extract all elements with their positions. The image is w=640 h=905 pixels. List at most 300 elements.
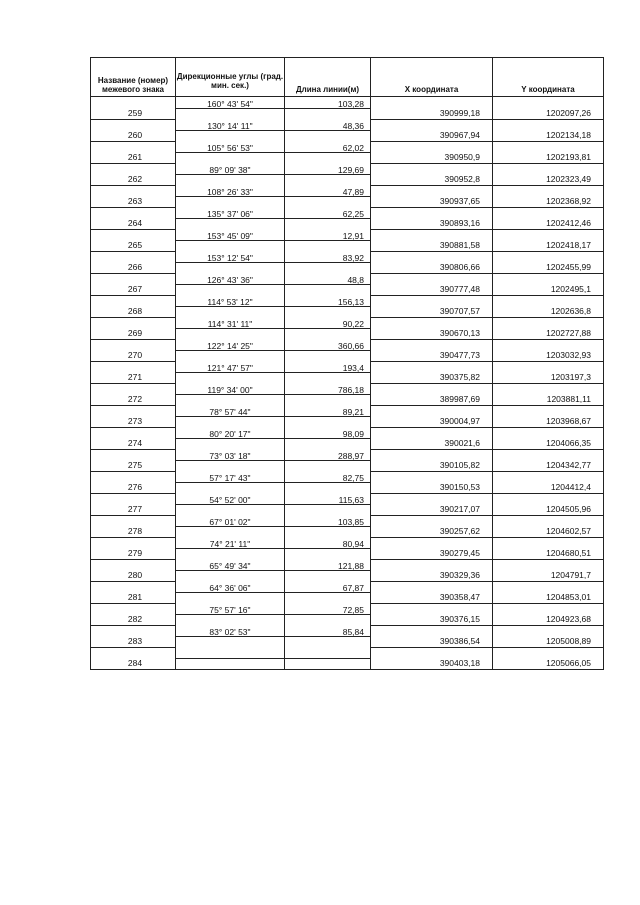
angle-cell	[176, 163, 285, 185]
y-coordinate-cell	[493, 317, 604, 339]
row-divider	[91, 163, 175, 164]
point-name-cell	[91, 383, 176, 405]
x-coordinate-value: 390967,94	[439, 130, 480, 140]
x-coordinate-value: 390150,53	[439, 482, 480, 492]
length-value: 103,85	[338, 517, 364, 527]
x-coordinate-value: 390670,13	[439, 328, 480, 338]
row-divider	[493, 603, 603, 604]
x-coordinate-value: 390777,48	[439, 284, 480, 294]
y-coordinate-value: 1204923,68	[546, 614, 591, 624]
header-row	[91, 58, 604, 97]
point-name-value: 265	[127, 240, 143, 250]
row-divider	[371, 251, 492, 252]
x-coordinate-value: 390950,9	[444, 152, 480, 162]
point-name-value: 283	[127, 636, 143, 646]
angle-value: 83° 02' 53"	[209, 627, 251, 637]
row-divider	[91, 339, 175, 340]
x-coordinate-cell	[371, 251, 493, 273]
point-name-value: 271	[127, 372, 143, 382]
row-divider	[493, 625, 603, 626]
length-cell	[285, 339, 371, 361]
point-name-value: 275	[127, 460, 143, 470]
table-body	[91, 97, 604, 670]
length-value: 48,8	[347, 275, 364, 285]
length-cell	[285, 295, 371, 317]
x-coordinate-cell	[371, 383, 493, 405]
angle-cell	[176, 97, 285, 120]
x-coordinate-value: 390403,18	[439, 658, 480, 668]
angle-cell	[176, 625, 285, 647]
point-name-value: 262	[127, 174, 143, 184]
row-divider	[91, 603, 175, 604]
length-cell	[285, 383, 371, 405]
length-cell	[285, 207, 371, 229]
row-divider	[371, 493, 492, 494]
y-coordinate-value: 1202495,1	[550, 284, 591, 294]
y-coordinate-value: 1204342,77	[546, 460, 591, 470]
point-name-cell	[91, 493, 176, 515]
header-point-name: Название (номер) межевого знака	[91, 58, 176, 97]
point-name-value: 282	[127, 614, 143, 624]
row-divider	[91, 229, 175, 230]
y-coordinate-cell	[493, 251, 604, 273]
x-coordinate-cell	[371, 207, 493, 229]
y-coordinate-cell	[493, 163, 604, 185]
x-coordinate-cell	[371, 405, 493, 427]
point-name-cell	[91, 273, 176, 295]
row-divider	[91, 273, 175, 274]
x-coordinate-cell	[371, 647, 493, 670]
x-coordinate-cell	[371, 119, 493, 141]
y-coordinate-value: 1204791,7	[550, 570, 591, 580]
x-coordinate-cell	[371, 185, 493, 207]
row-divider	[493, 515, 603, 516]
point-name-value: 281	[127, 592, 143, 602]
y-coordinate-cell	[493, 119, 604, 141]
angle-cell	[176, 119, 285, 141]
length-cell	[285, 581, 371, 603]
length-value: 786,18	[338, 385, 364, 395]
length-cell	[285, 515, 371, 537]
y-coordinate-value: 1203968,67	[546, 416, 591, 426]
row-divider	[493, 449, 603, 450]
point-name-value: 273	[127, 416, 143, 426]
table-row	[91, 295, 604, 317]
y-coordinate-value: 1202418,17	[546, 240, 591, 250]
row-divider	[91, 295, 175, 296]
table-row	[91, 625, 604, 647]
row-divider	[493, 273, 603, 274]
row-divider	[91, 537, 175, 538]
y-coordinate-value: 1204602,57	[546, 526, 591, 536]
angle-cell	[176, 449, 285, 471]
row-divider	[91, 185, 175, 186]
point-name-cell	[91, 295, 176, 317]
point-name-cell	[91, 427, 176, 449]
row-divider	[91, 141, 175, 142]
y-coordinate-cell	[493, 361, 604, 383]
length-cell	[285, 493, 371, 515]
row-divider	[493, 317, 603, 318]
length-cell	[285, 647, 371, 670]
length-cell	[285, 449, 371, 471]
length-value: 193,4	[342, 363, 364, 373]
y-coordinate-value: 1202097,26	[546, 108, 591, 118]
row-divider	[91, 383, 175, 384]
x-coordinate-cell	[371, 581, 493, 603]
row-divider	[371, 427, 492, 428]
table-row	[91, 185, 604, 207]
x-coordinate-cell	[371, 273, 493, 295]
angle-value: 74° 21' 11"	[209, 539, 251, 549]
point-name-cell	[91, 471, 176, 493]
length-value: 90,22	[342, 319, 364, 329]
length-value: 360,66	[338, 341, 364, 351]
point-name-cell	[91, 207, 176, 229]
x-coordinate-value: 390707,57	[439, 306, 480, 316]
row-divider	[371, 647, 492, 648]
row-divider	[493, 229, 603, 230]
x-coordinate-cell	[371, 625, 493, 647]
point-name-cell	[91, 185, 176, 207]
point-name-cell	[91, 581, 176, 603]
row-divider	[176, 658, 284, 659]
x-coordinate-value: 390952,8	[444, 174, 480, 184]
x-coordinate-value: 390004,97	[439, 416, 480, 426]
angle-cell	[176, 251, 285, 273]
angle-value: 114° 31' 11"	[207, 319, 253, 329]
x-coordinate-cell	[371, 141, 493, 163]
x-coordinate-value: 390806,66	[439, 262, 480, 272]
y-coordinate-cell	[493, 603, 604, 625]
x-coordinate-value: 390376,15	[439, 614, 480, 624]
x-coordinate-cell	[371, 449, 493, 471]
table-row	[91, 647, 604, 670]
length-value: 47,89	[342, 187, 364, 197]
point-name-cell	[91, 163, 176, 185]
row-divider	[493, 581, 603, 582]
coordinates-document	[90, 57, 603, 670]
point-name-value: 279	[127, 548, 143, 558]
y-coordinate-value: 1205008,89	[546, 636, 591, 646]
table-row	[91, 163, 604, 185]
x-coordinate-value: 389987,69	[439, 394, 480, 404]
row-divider	[91, 427, 175, 428]
row-divider	[493, 295, 603, 296]
y-coordinate-cell	[493, 493, 604, 515]
x-coordinate-value: 390329,36	[439, 570, 480, 580]
length-cell	[285, 119, 371, 141]
row-divider	[371, 449, 492, 450]
x-coordinate-cell	[371, 163, 493, 185]
row-divider	[371, 361, 492, 362]
angle-value: 119° 34' 00"	[207, 385, 253, 395]
point-name-value: 268	[127, 306, 143, 316]
point-name-cell	[91, 251, 176, 273]
point-name-cell	[91, 537, 176, 559]
y-coordinate-cell	[493, 449, 604, 471]
angle-cell	[176, 647, 285, 670]
length-value: 98,09	[342, 429, 364, 439]
y-coordinate-value: 1203032,93	[546, 350, 591, 360]
angle-cell	[176, 273, 285, 295]
point-name-cell	[91, 647, 176, 670]
y-coordinate-value: 1202455,99	[546, 262, 591, 272]
x-coordinate-cell	[371, 471, 493, 493]
y-coordinate-value: 1204066,35	[546, 438, 591, 448]
angle-value: 73° 03' 18"	[209, 451, 251, 461]
angle-value: 65° 49' 34"	[209, 561, 251, 571]
point-name-value: 261	[127, 152, 143, 162]
y-coordinate-value: 1202368,92	[546, 196, 591, 206]
row-divider	[493, 493, 603, 494]
y-coordinate-value: 1202412,46	[546, 218, 591, 228]
length-value: 156,13	[338, 297, 364, 307]
length-value: 85,84	[342, 627, 364, 637]
table-row	[91, 119, 604, 141]
row-divider	[371, 625, 492, 626]
y-coordinate-value: 1202193,81	[546, 152, 591, 162]
x-coordinate-cell	[371, 559, 493, 581]
point-name-cell	[91, 625, 176, 647]
length-cell	[285, 229, 371, 251]
angle-cell	[176, 361, 285, 383]
table-row	[91, 251, 604, 273]
angle-value: 57° 17' 43"	[209, 473, 251, 483]
table-row	[91, 339, 604, 361]
row-divider	[371, 537, 492, 538]
point-name-cell	[91, 317, 176, 339]
point-name-cell	[91, 97, 176, 120]
row-divider	[493, 537, 603, 538]
x-coordinate-cell	[371, 537, 493, 559]
length-cell	[285, 603, 371, 625]
row-divider	[493, 427, 603, 428]
point-name-value: 274	[127, 438, 143, 448]
y-coordinate-cell	[493, 537, 604, 559]
y-coordinate-cell	[493, 581, 604, 603]
table-row	[91, 405, 604, 427]
angle-value: 108° 26' 33"	[207, 187, 253, 197]
angle-cell	[176, 493, 285, 515]
x-coordinate-value: 390021,6	[444, 438, 480, 448]
length-value: 80,94	[342, 539, 364, 549]
row-divider	[493, 361, 603, 362]
length-value: 62,02	[342, 143, 364, 153]
row-divider	[371, 141, 492, 142]
table-row	[91, 141, 604, 163]
header-line-length: Длина линии(м)	[285, 58, 371, 97]
table-row	[91, 581, 604, 603]
x-coordinate-cell	[371, 493, 493, 515]
y-coordinate-value: 1204412,4	[550, 482, 591, 492]
x-coordinate-cell	[371, 295, 493, 317]
header-directional-angle: Дирекционные углы (град. мин. сек.)	[176, 58, 285, 97]
length-cell	[285, 185, 371, 207]
length-cell	[285, 537, 371, 559]
row-divider	[493, 471, 603, 472]
angle-cell	[176, 537, 285, 559]
angle-cell	[176, 559, 285, 581]
x-coordinate-value: 390257,62	[439, 526, 480, 536]
length-value: 48,36	[342, 121, 364, 131]
angle-cell	[176, 185, 285, 207]
angle-cell	[176, 317, 285, 339]
row-divider	[371, 559, 492, 560]
length-value: 115,63	[338, 495, 364, 505]
length-value: 67,87	[342, 583, 364, 593]
table-row	[91, 537, 604, 559]
row-divider	[493, 207, 603, 208]
angle-cell	[176, 207, 285, 229]
row-divider	[91, 581, 175, 582]
point-name-value: 284	[127, 658, 143, 668]
angle-value: 121° 47' 57"	[207, 363, 253, 373]
y-coordinate-value: 1202323,49	[546, 174, 591, 184]
angle-cell	[176, 581, 285, 603]
row-divider	[371, 185, 492, 186]
y-coordinate-cell	[493, 383, 604, 405]
row-divider	[371, 119, 492, 120]
row-divider	[91, 361, 175, 362]
point-name-value: 263	[127, 196, 143, 206]
point-name-cell	[91, 515, 176, 537]
angle-value: 64° 36' 06"	[209, 583, 251, 593]
row-divider	[493, 647, 603, 648]
point-name-cell	[91, 339, 176, 361]
angle-value: 75° 57' 16"	[209, 605, 251, 615]
row-divider	[371, 581, 492, 582]
row-divider	[91, 449, 175, 450]
table-row	[91, 449, 604, 471]
table-row	[91, 383, 604, 405]
x-coordinate-value: 390105,82	[439, 460, 480, 470]
row-divider	[493, 163, 603, 164]
x-coordinate-cell	[371, 339, 493, 361]
angle-value: 105° 56' 53"	[207, 143, 253, 153]
row-divider	[371, 229, 492, 230]
row-divider	[371, 405, 492, 406]
point-name-cell	[91, 449, 176, 471]
y-coordinate-cell	[493, 295, 604, 317]
angle-value: 135° 37' 06"	[207, 209, 253, 219]
point-name-cell	[91, 405, 176, 427]
length-cell	[285, 405, 371, 427]
x-coordinate-cell	[371, 361, 493, 383]
length-value: 12,91	[342, 231, 364, 241]
angle-cell	[176, 471, 285, 493]
angle-value: 153° 45' 09"	[207, 231, 253, 241]
angle-value: 126° 43' 36"	[207, 275, 253, 285]
row-divider	[91, 493, 175, 494]
row-divider	[493, 251, 603, 252]
x-coordinate-value: 390279,45	[439, 548, 480, 558]
y-coordinate-cell	[493, 339, 604, 361]
x-coordinate-cell	[371, 603, 493, 625]
row-divider	[493, 383, 603, 384]
row-divider	[91, 515, 175, 516]
length-value: 121,88	[338, 561, 364, 571]
point-name-value: 267	[127, 284, 143, 294]
x-coordinate-value: 390881,58	[439, 240, 480, 250]
x-coordinate-cell	[371, 515, 493, 537]
length-cell	[285, 141, 371, 163]
y-coordinate-value: 1202727,88	[546, 328, 591, 338]
row-divider	[91, 625, 175, 626]
table-row	[91, 229, 604, 251]
table-row	[91, 471, 604, 493]
length-value: 129,69	[338, 165, 364, 175]
y-coordinate-cell	[493, 405, 604, 427]
y-coordinate-cell	[493, 515, 604, 537]
row-divider	[371, 515, 492, 516]
length-cell	[285, 625, 371, 647]
row-divider	[91, 471, 175, 472]
length-cell	[285, 97, 371, 120]
table-row	[91, 515, 604, 537]
y-coordinate-cell	[493, 141, 604, 163]
row-divider	[371, 295, 492, 296]
angle-value: 160° 43' 54"	[207, 99, 253, 109]
point-name-value: 276	[127, 482, 143, 492]
angle-cell	[176, 405, 285, 427]
length-value: 72,85	[342, 605, 364, 615]
row-divider	[371, 317, 492, 318]
length-cell	[285, 427, 371, 449]
angle-value: 153° 12' 54"	[207, 253, 253, 263]
y-coordinate-value: 1202636,8	[550, 306, 591, 316]
y-coordinate-cell	[493, 185, 604, 207]
angle-cell	[176, 295, 285, 317]
angle-cell	[176, 339, 285, 361]
angle-value: 78° 57' 44"	[209, 407, 251, 417]
length-value: 83,92	[342, 253, 364, 263]
row-divider	[91, 405, 175, 406]
x-coordinate-value: 390217,07	[439, 504, 480, 514]
y-coordinate-cell	[493, 559, 604, 581]
y-coordinate-cell	[493, 647, 604, 670]
x-coordinate-cell	[371, 427, 493, 449]
length-value: 82,75	[342, 473, 364, 483]
point-name-value: 259	[127, 108, 143, 118]
angle-value: 114° 53' 12"	[207, 297, 253, 307]
x-coordinate-cell	[371, 229, 493, 251]
angle-value: 80° 20' 17"	[209, 429, 251, 439]
length-value: 89,21	[342, 407, 364, 417]
x-coordinate-value: 390937,65	[439, 196, 480, 206]
y-coordinate-cell	[493, 273, 604, 295]
angle-cell	[176, 229, 285, 251]
row-divider	[493, 141, 603, 142]
angle-cell	[176, 141, 285, 163]
angle-value: 67° 01' 02"	[209, 517, 251, 527]
y-coordinate-value: 1205066,05	[546, 658, 591, 668]
row-divider	[371, 603, 492, 604]
table-row	[91, 361, 604, 383]
angle-cell	[176, 383, 285, 405]
table-row	[91, 317, 604, 339]
row-divider	[91, 207, 175, 208]
table-row	[91, 97, 604, 120]
row-divider	[91, 119, 175, 120]
row-divider	[371, 273, 492, 274]
point-name-cell	[91, 229, 176, 251]
table-row	[91, 559, 604, 581]
point-name-cell	[91, 119, 176, 141]
length-cell	[285, 251, 371, 273]
y-coordinate-value: 1204680,51	[546, 548, 591, 558]
row-divider	[493, 339, 603, 340]
